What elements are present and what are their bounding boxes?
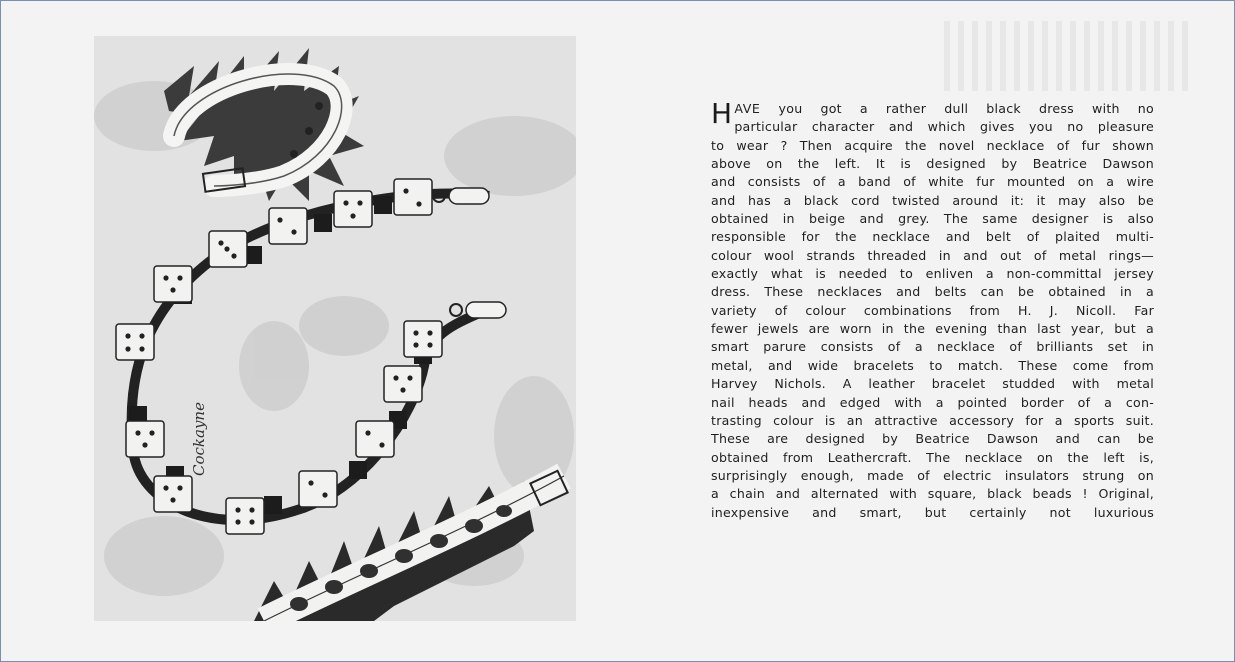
show-through-print	[944, 21, 1194, 91]
text-line: metal, and wide bracelets to match. These come from	[711, 357, 1154, 373]
text-line: a chain and alternated with square, black beads ! Original,	[711, 486, 1154, 502]
text-line: above on the left. It is designed by Beatrice Dawson	[711, 156, 1154, 172]
fur-collar-necklace	[164, 48, 364, 201]
dice-necklace	[116, 179, 506, 534]
text-line: nail heads and edged with a pointed border of a con-	[711, 394, 1154, 410]
text-line: dress. These necklaces and belts can be obtained in a	[711, 284, 1154, 300]
article-text	[711, 97, 1154, 522]
text-line: Harvey Nichols. A leather bracelet studded with metal	[711, 376, 1154, 392]
text-line: smart parure consists of a necklace of brilliants set in	[711, 339, 1154, 355]
illustration-drawing	[94, 36, 576, 621]
text-line: obtained in beige and grey. The same designer is also	[711, 211, 1154, 227]
text-line: inexpensive and smart, but certainly not luxurious	[711, 504, 1154, 520]
text-line: These are designed by Beatrice Dawson and can be	[711, 431, 1154, 447]
text-line: colour wool strands threaded in and out of metal rings—	[711, 247, 1154, 263]
jewellery-illustration	[94, 36, 576, 621]
text-line: and consists of a band of white fur mounted on a wire	[711, 174, 1154, 190]
drop-cap: H	[711, 97, 733, 130]
text-line: responsible for the necklace and belt of plaited multi-	[711, 229, 1154, 245]
text-line: particular character and which gives you no pleasure	[734, 119, 1154, 135]
artist-signature: Cockayne	[190, 402, 208, 476]
lead-word: AVE	[734, 101, 761, 116]
text-line: to wear ? Then acquire the novel necklace of fur shown	[711, 137, 1154, 153]
text-line: variety of colour combinations from H. J. Nicoll. Far	[711, 302, 1154, 318]
text-line: exactly what is needed to enliven a non-committal jersey	[711, 266, 1154, 282]
text-line: fewer jewels are worn in the evening than last year, but a	[711, 321, 1154, 337]
clasp-ends	[433, 188, 506, 318]
text-line: you got a rather dull black dress with no	[760, 101, 1154, 116]
text-line: obtained from Leathercraft. The necklace on the left is,	[711, 449, 1154, 465]
text-line: surprisingly enough, made of electric insulators strung on	[711, 467, 1154, 483]
text-line: and has a black cord twisted around it: it may also be	[711, 192, 1154, 208]
text-line: trasting colour is an attractive accessory for a sports suit.	[711, 412, 1154, 428]
article-paragraph	[711, 97, 1154, 522]
